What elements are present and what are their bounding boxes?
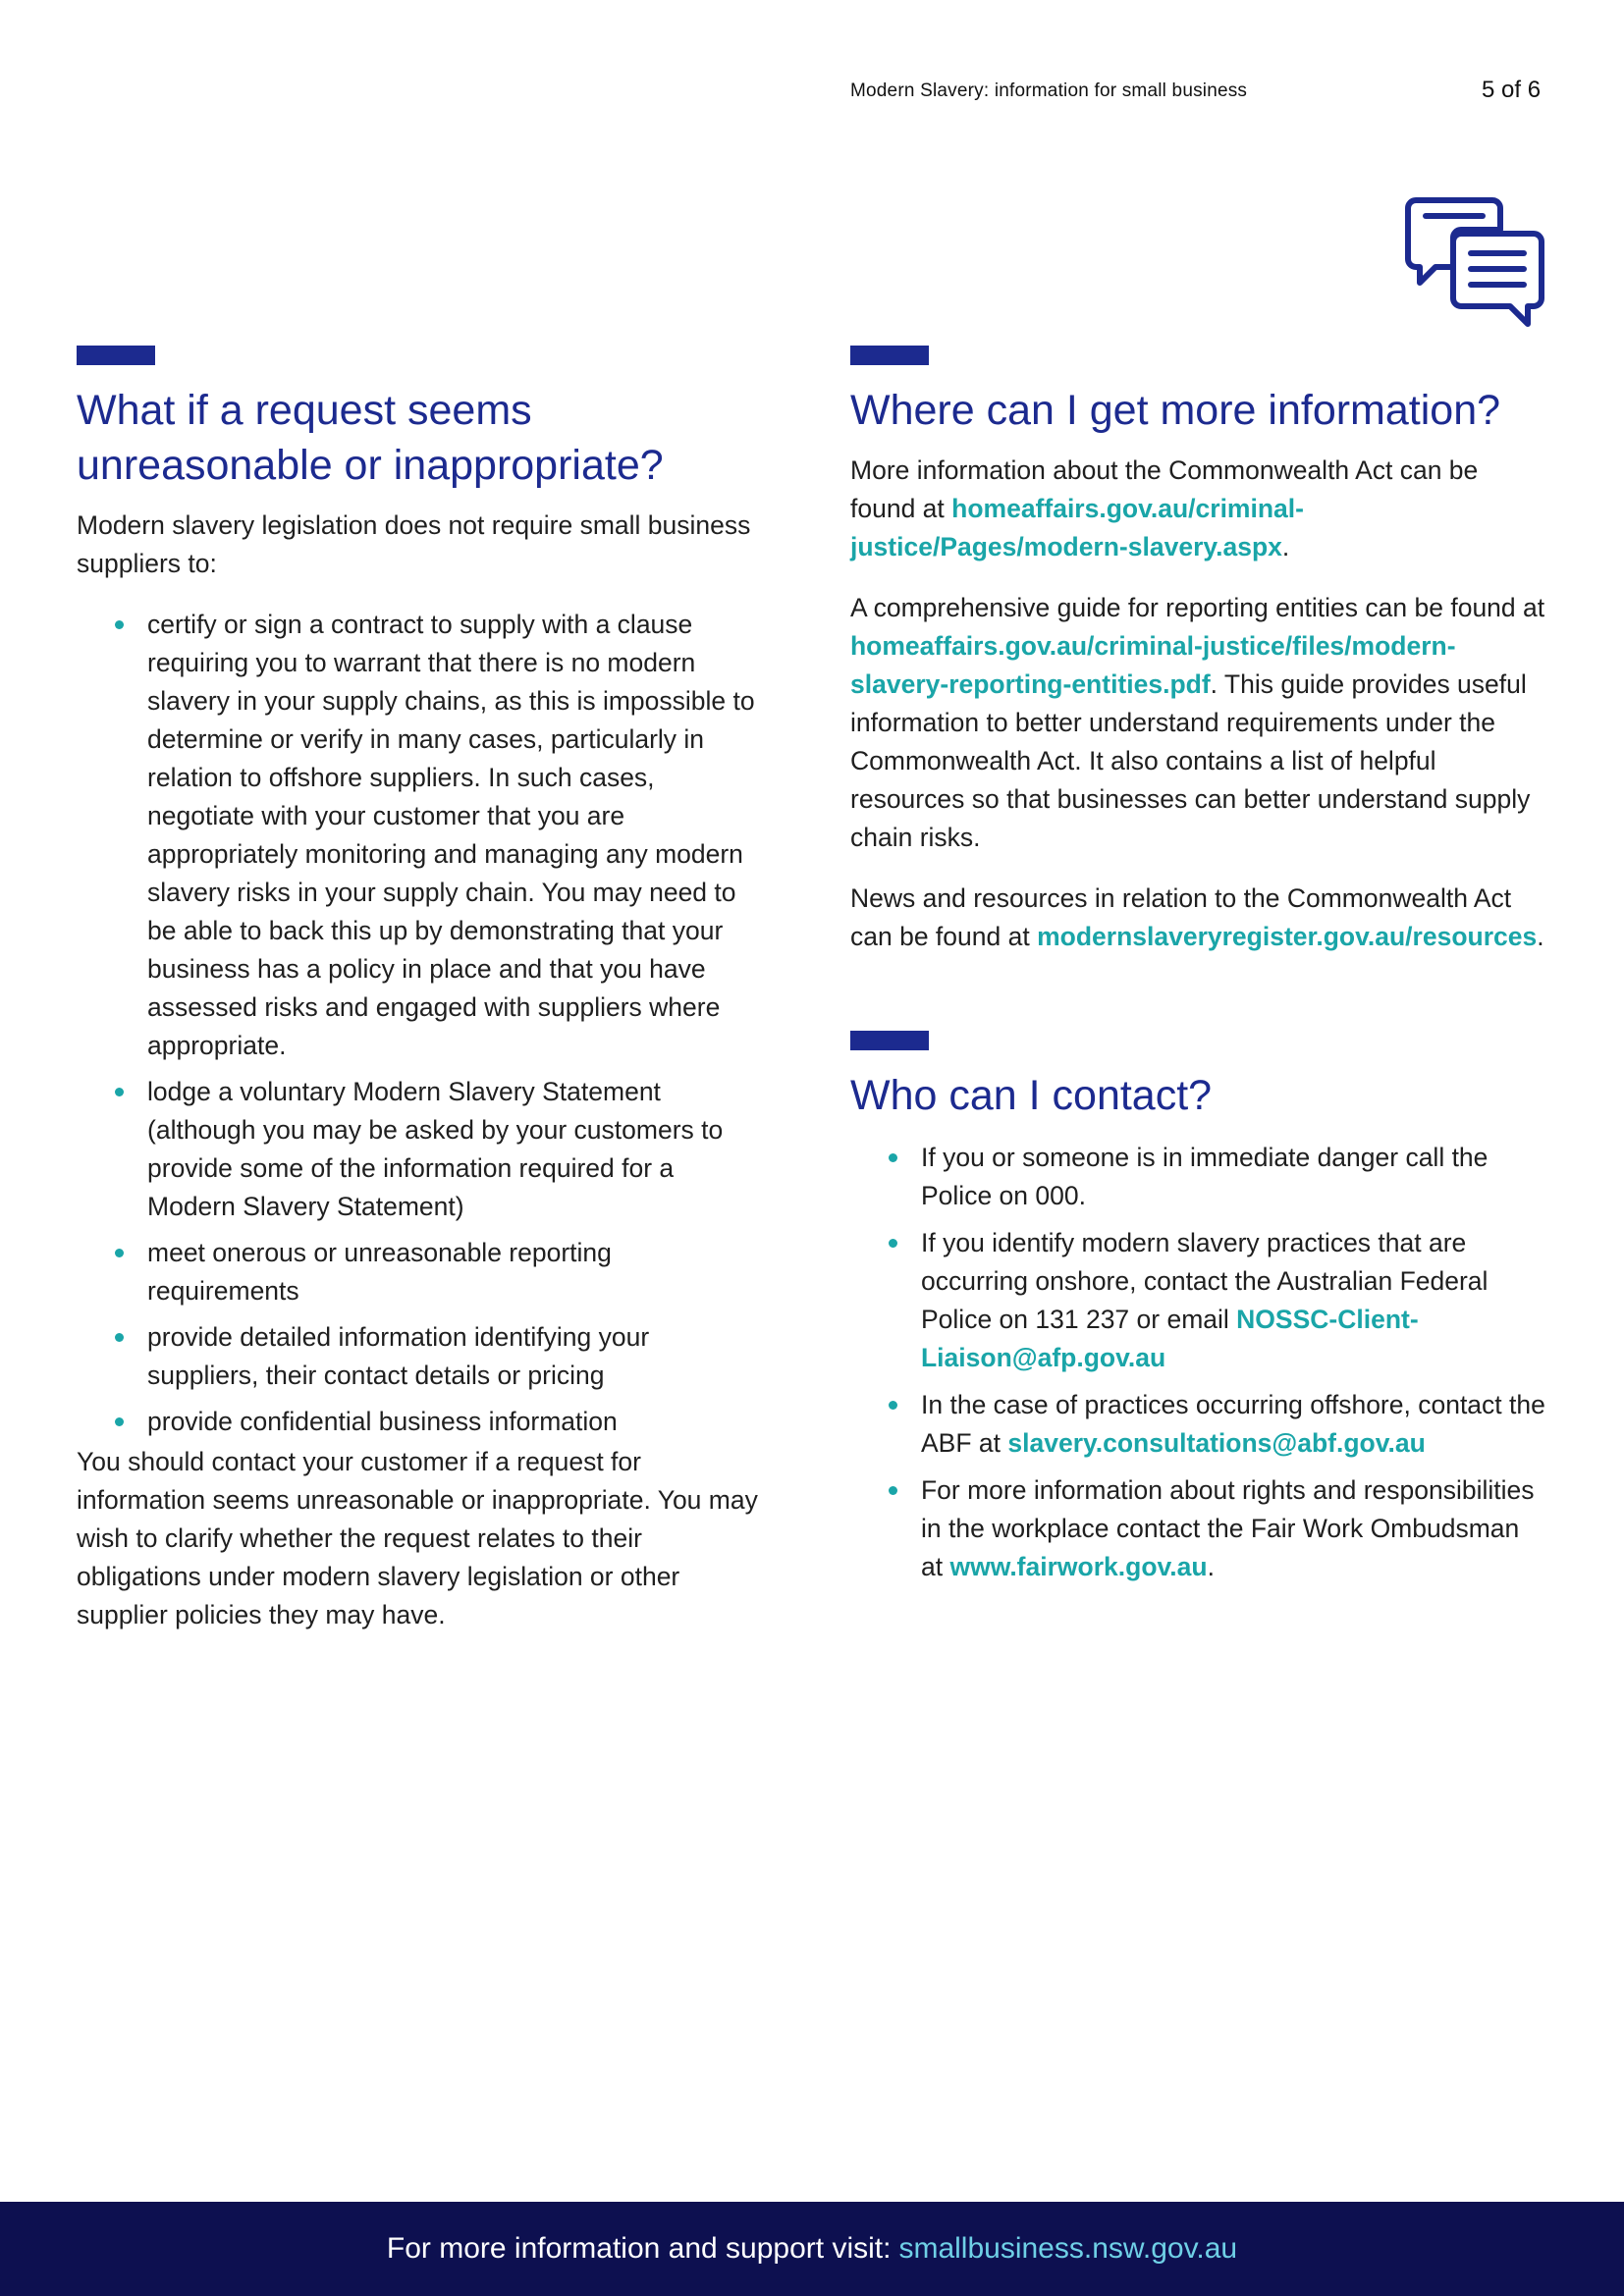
homeaffairs-modern-slavery-link[interactable]: homeaffairs.gov.au/criminal-justice/Pages/modern-slavery.aspx [850,494,1304,561]
contact-list [850,1139,1547,1586]
paragraph-text: . This guide provides useful information to better understand requirements under the Commonwealth Act. It also contains a list of helpful resources so that businesses can better understand supply chain risks. [850,669,1531,852]
right-column [850,346,1547,1586]
requirements-list [77,606,764,1441]
contact-section [850,1031,1547,1586]
section-accent-bar [850,1031,929,1050]
contact-text: If you identify modern slavery practices that are occurring onshore, contact the Australian Federal Police on 131 237 or email [921,1228,1489,1334]
list-item: certify or sign a contract to supply with a clause requiring you to warrant that there is no modern slavery in your supply chains, as this is impossible to determine or verify in many cases, particularly in relation to offshore suppliers. In such cases, negotiate with your customer that you are appropriately monitoring and managing any modern slavery risks in your supply chain. You may need to be able to back this up by demonstrating that your business has a policy in place and that you have assessed risks and engaged with suppliers where appropriate. [77,606,764,1065]
list-item [850,1139,1547,1215]
afp-email-link[interactable]: NOSSC-Client-Liaison@afp.gov.au [921,1305,1419,1372]
closing-paragraph: You should contact your customer if a request for information seems unreasonable or inappropriate. You may wish to clarify whether the request relates to their obligations under modern slavery legislation or other supplier policies they may have. [77,1447,758,1629]
intro-paragraph: Modern slavery legislation does not require small business suppliers to: [77,510,751,578]
resources-paragraph [850,880,1547,956]
document-title: Modern Slavery: information for small business [850,80,1248,101]
section-heading-contact: Who can I contact? [850,1072,1213,1119]
contact-text: If you or someone is in immediate danger call the Police on 000. [921,1143,1489,1210]
list-item: provide detailed information identifying your suppliers, their contact details or pricing [77,1318,764,1395]
list-item [850,1471,1547,1586]
footer-banner [0,2202,1624,2296]
section-accent-bar [77,346,155,365]
abf-email-link[interactable]: slavery.consultations@abf.gov.au [1007,1428,1426,1458]
list-item [850,1224,1547,1377]
section-accent-bar [850,346,929,365]
list-item [850,1386,1547,1463]
contact-text: For more information about rights and responsibilities in the workplace contact the Fair Work Ombudsman at [921,1475,1535,1581]
section-heading-more-information: Where can I get more information? [850,387,1501,434]
footer-website-link[interactable]: smallbusiness.nsw.gov.au [898,2232,1238,2265]
chat-bubbles-icon [1404,188,1546,331]
reporting-entities-guide-link[interactable]: homeaffairs.gov.au/criminal-justice/files/modern-slavery-reporting-entities.pdf [850,631,1456,699]
info-paragraph [850,452,1547,566]
footer-text: For more information and support visit: [386,2232,892,2265]
guide-paragraph [850,589,1547,857]
fairwork-link[interactable]: www.fairwork.gov.au [949,1552,1208,1581]
list-item: meet onerous or unreasonable reporting requirements [77,1234,764,1310]
section-heading-unreasonable-request: What if a request seems unreasonable or inappropriate? [77,387,664,489]
contact-text: In the case of practices occurring offshore, contact the ABF at [921,1390,1545,1458]
paragraph-text: More information about the Commonwealth Act can be found at [850,455,1479,523]
contact-text: . [1207,1552,1215,1581]
paragraph-text: . [1281,532,1290,561]
left-column [77,346,764,1634]
paragraph-text: . [1537,922,1544,951]
modern-slavery-register-link[interactable]: modernslaveryregister.gov.au/resources [1037,922,1538,951]
list-item: lodge a voluntary Modern Slavery Statement (although you may be asked by your customers to provide some of the information required for a Modern Slavery Statement) [77,1073,764,1226]
paragraph-text: News and resources in relation to the Commonwealth Act can be found at [850,883,1512,951]
paragraph-text: A comprehensive guide for reporting entities can be found at [850,593,1545,622]
page-number: 5 of 6 [1482,77,1542,103]
list-item: provide confidential business information [77,1403,764,1441]
